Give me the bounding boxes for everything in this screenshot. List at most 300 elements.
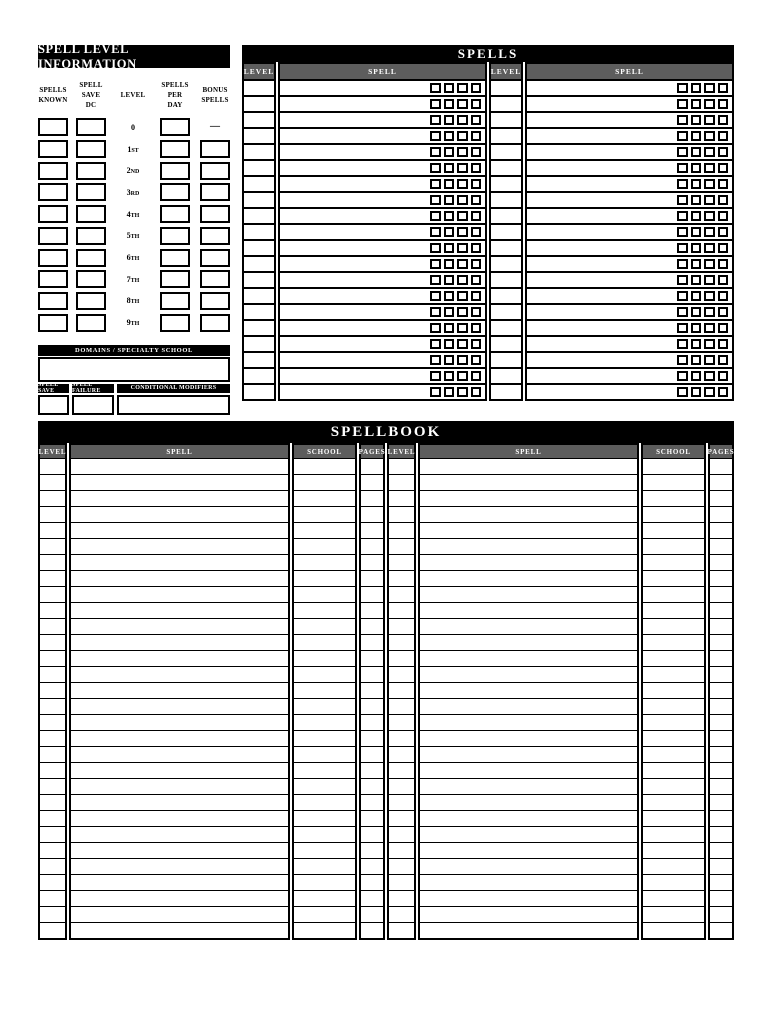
spellbook-school-cell[interactable] — [294, 490, 355, 506]
spellbook-school-cell[interactable] — [643, 650, 704, 666]
spell-used-checkbox[interactable] — [430, 371, 441, 382]
bonus-spells-box[interactable] — [200, 183, 230, 201]
spell-save-dc-box[interactable] — [76, 314, 106, 332]
spell-used-checkbox[interactable] — [718, 243, 729, 254]
spell-used-checkbox[interactable] — [677, 355, 688, 366]
spellbook-level-cell[interactable] — [40, 618, 65, 634]
spellbook-pages-cell[interactable] — [710, 522, 732, 538]
spell-used-checkbox[interactable] — [471, 211, 482, 222]
spellbook-level-cell[interactable] — [40, 586, 65, 602]
spell-used-checkbox[interactable] — [677, 307, 688, 318]
spell-used-checkbox[interactable] — [677, 323, 688, 334]
spell-used-checkbox[interactable] — [457, 371, 468, 382]
spell-used-checkbox[interactable] — [704, 211, 715, 222]
spell-name-cell[interactable] — [527, 95, 732, 111]
spellbook-pages-cell[interactable] — [710, 586, 732, 602]
spellbook-level-cell[interactable] — [40, 570, 65, 586]
spell-used-checkbox[interactable] — [430, 147, 441, 158]
spell-name-cell[interactable] — [527, 303, 732, 319]
spell-used-checkbox[interactable] — [718, 163, 729, 174]
spellbook-level-cell[interactable] — [389, 762, 414, 778]
spellbook-spell-cell[interactable] — [420, 586, 637, 602]
spell-used-checkbox[interactable] — [430, 195, 441, 206]
spell-used-checkbox[interactable] — [457, 99, 468, 110]
spell-used-checkbox[interactable] — [691, 99, 702, 110]
spell-used-checkbox[interactable] — [444, 259, 455, 270]
spell-save-dc-box[interactable] — [76, 227, 106, 245]
spellbook-level-cell[interactable] — [389, 826, 414, 842]
spell-used-checkbox[interactable] — [718, 131, 729, 142]
spell-name-cell[interactable] — [527, 191, 732, 207]
spellbook-level-cell[interactable] — [40, 826, 65, 842]
spell-name-cell[interactable] — [280, 271, 485, 287]
spell-name-cell[interactable] — [527, 207, 732, 223]
spellbook-spell-cell[interactable] — [420, 570, 637, 586]
spell-used-checkbox[interactable] — [677, 99, 688, 110]
spell-used-checkbox[interactable] — [430, 115, 441, 126]
spellbook-level-cell[interactable] — [389, 490, 414, 506]
spellbook-level-cell[interactable] — [40, 778, 65, 794]
spell-used-checkbox[interactable] — [704, 147, 715, 158]
spellbook-pages-cell[interactable] — [710, 490, 732, 506]
spell-level-cell[interactable] — [244, 239, 274, 255]
spellbook-level-cell[interactable] — [389, 634, 414, 650]
spell-used-checkbox[interactable] — [457, 227, 468, 238]
spell-name-cell[interactable] — [527, 159, 732, 175]
spellbook-level-cell[interactable] — [389, 890, 414, 906]
spellbook-school-cell[interactable] — [643, 890, 704, 906]
spell-used-checkbox[interactable] — [677, 387, 688, 398]
spellbook-school-cell[interactable] — [294, 682, 355, 698]
conditional-modifiers-input[interactable] — [117, 395, 230, 415]
spells-per-day-box[interactable] — [160, 183, 190, 201]
spellbook-spell-cell[interactable] — [420, 858, 637, 874]
spell-used-checkbox[interactable] — [677, 291, 688, 302]
spellbook-level-cell[interactable] — [389, 874, 414, 890]
spells-known-box[interactable] — [38, 227, 68, 245]
spell-used-checkbox[interactable] — [471, 307, 482, 318]
spell-level-cell[interactable] — [244, 303, 274, 319]
spell-used-checkbox[interactable] — [444, 195, 455, 206]
spell-used-checkbox[interactable] — [691, 371, 702, 382]
spellbook-level-cell[interactable] — [389, 666, 414, 682]
spellbook-level-cell[interactable] — [389, 794, 414, 810]
spell-used-checkbox[interactable] — [430, 307, 441, 318]
spell-used-checkbox[interactable] — [718, 339, 729, 350]
spell-used-checkbox[interactable] — [691, 387, 702, 398]
spell-name-cell[interactable] — [527, 287, 732, 303]
spells-known-box[interactable] — [38, 292, 68, 310]
bonus-spells-box[interactable] — [200, 249, 230, 267]
spell-level-cell[interactable] — [491, 111, 521, 127]
spell-used-checkbox[interactable] — [444, 307, 455, 318]
spellbook-pages-cell[interactable] — [361, 746, 383, 762]
spell-used-checkbox[interactable] — [430, 163, 441, 174]
spellbook-school-cell[interactable] — [294, 906, 355, 922]
spell-used-checkbox[interactable] — [718, 211, 729, 222]
spell-used-checkbox[interactable] — [677, 179, 688, 190]
spellbook-pages-cell[interactable] — [361, 714, 383, 730]
spell-name-cell[interactable] — [280, 81, 485, 95]
spell-used-checkbox[interactable] — [718, 259, 729, 270]
spell-level-cell[interactable] — [244, 271, 274, 287]
spell-used-checkbox[interactable] — [704, 243, 715, 254]
spell-used-checkbox[interactable] — [677, 147, 688, 158]
spellbook-level-cell[interactable] — [389, 730, 414, 746]
spellbook-school-cell[interactable] — [643, 746, 704, 762]
spells-known-box[interactable] — [38, 249, 68, 267]
spellbook-spell-cell[interactable] — [420, 906, 637, 922]
spell-used-checkbox[interactable] — [430, 291, 441, 302]
spellbook-level-cell[interactable] — [389, 538, 414, 554]
spells-per-day-box[interactable] — [160, 162, 190, 180]
spellbook-level-cell[interactable] — [389, 858, 414, 874]
spellbook-level-cell[interactable] — [389, 554, 414, 570]
spell-used-checkbox[interactable] — [691, 259, 702, 270]
spell-used-checkbox[interactable] — [677, 115, 688, 126]
spellbook-level-cell[interactable] — [40, 554, 65, 570]
spellbook-pages-cell[interactable] — [361, 634, 383, 650]
spell-used-checkbox[interactable] — [704, 179, 715, 190]
spell-used-checkbox[interactable] — [430, 387, 441, 398]
spell-used-checkbox[interactable] — [444, 131, 455, 142]
spellbook-spell-cell[interactable] — [71, 634, 288, 650]
spellbook-school-cell[interactable] — [643, 586, 704, 602]
spellbook-level-cell[interactable] — [40, 459, 65, 474]
spellbook-level-cell[interactable] — [389, 810, 414, 826]
spellbook-pages-cell[interactable] — [710, 459, 732, 474]
spellbook-pages-cell[interactable] — [710, 762, 732, 778]
spell-name-cell[interactable] — [280, 127, 485, 143]
spell-used-checkbox[interactable] — [444, 99, 455, 110]
spell-used-checkbox[interactable] — [457, 179, 468, 190]
spell-used-checkbox[interactable] — [677, 243, 688, 254]
spell-used-checkbox[interactable] — [430, 323, 441, 334]
spellbook-spell-cell[interactable] — [71, 506, 288, 522]
spell-used-checkbox[interactable] — [444, 323, 455, 334]
spellbook-pages-cell[interactable] — [361, 810, 383, 826]
spell-used-checkbox[interactable] — [704, 371, 715, 382]
spellbook-spell-cell[interactable] — [71, 890, 288, 906]
spell-name-cell[interactable] — [280, 143, 485, 159]
spell-used-checkbox[interactable] — [704, 83, 715, 94]
spellbook-level-cell[interactable] — [389, 618, 414, 634]
spell-name-cell[interactable] — [527, 319, 732, 335]
spell-used-checkbox[interactable] — [677, 371, 688, 382]
spellbook-level-cell[interactable] — [40, 714, 65, 730]
spell-used-checkbox[interactable] — [704, 291, 715, 302]
spell-used-checkbox[interactable] — [704, 323, 715, 334]
spellbook-pages-cell[interactable] — [710, 618, 732, 634]
spell-used-checkbox[interactable] — [704, 387, 715, 398]
spell-name-cell[interactable] — [280, 191, 485, 207]
spellbook-school-cell[interactable] — [294, 538, 355, 554]
spellbook-pages-cell[interactable] — [710, 698, 732, 714]
spell-used-checkbox[interactable] — [677, 259, 688, 270]
spellbook-level-cell[interactable] — [389, 682, 414, 698]
spells-per-day-box[interactable] — [160, 249, 190, 267]
spell-level-cell[interactable] — [491, 191, 521, 207]
spell-failure-input[interactable] — [72, 395, 114, 415]
spellbook-spell-cell[interactable] — [71, 570, 288, 586]
spellbook-school-cell[interactable] — [294, 522, 355, 538]
spellbook-school-cell[interactable] — [643, 794, 704, 810]
spell-used-checkbox[interactable] — [457, 195, 468, 206]
spell-used-checkbox[interactable] — [471, 323, 482, 334]
spell-used-checkbox[interactable] — [457, 163, 468, 174]
spellbook-pages-cell[interactable] — [710, 474, 732, 490]
spell-used-checkbox[interactable] — [677, 195, 688, 206]
spell-level-cell[interactable] — [244, 207, 274, 223]
spell-name-cell[interactable] — [527, 239, 732, 255]
spellbook-level-cell[interactable] — [389, 714, 414, 730]
spellbook-spell-cell[interactable] — [420, 650, 637, 666]
spells-known-box[interactable] — [38, 183, 68, 201]
spellbook-spell-cell[interactable] — [420, 474, 637, 490]
spell-used-checkbox[interactable] — [677, 83, 688, 94]
spellbook-spell-cell[interactable] — [71, 474, 288, 490]
spellbook-pages-cell[interactable] — [361, 618, 383, 634]
spellbook-pages-cell[interactable] — [361, 794, 383, 810]
spellbook-pages-cell[interactable] — [361, 506, 383, 522]
spellbook-pages-cell[interactable] — [361, 826, 383, 842]
spellbook-level-cell[interactable] — [40, 522, 65, 538]
spellbook-level-cell[interactable] — [40, 890, 65, 906]
spell-name-cell[interactable] — [280, 223, 485, 239]
spellbook-school-cell[interactable] — [294, 858, 355, 874]
spellbook-school-cell[interactable] — [643, 762, 704, 778]
spellbook-level-cell[interactable] — [40, 474, 65, 490]
spell-used-checkbox[interactable] — [704, 355, 715, 366]
spellbook-spell-cell[interactable] — [420, 490, 637, 506]
spellbook-pages-cell[interactable] — [710, 890, 732, 906]
spellbook-pages-cell[interactable] — [710, 554, 732, 570]
spellbook-school-cell[interactable] — [643, 874, 704, 890]
spellbook-pages-cell[interactable] — [361, 474, 383, 490]
spellbook-level-cell[interactable] — [389, 522, 414, 538]
spellbook-spell-cell[interactable] — [71, 650, 288, 666]
spellbook-spell-cell[interactable] — [71, 762, 288, 778]
spell-used-checkbox[interactable] — [457, 83, 468, 94]
spellbook-school-cell[interactable] — [294, 554, 355, 570]
spellbook-spell-cell[interactable] — [71, 602, 288, 618]
spellbook-school-cell[interactable] — [294, 459, 355, 474]
spell-used-checkbox[interactable] — [691, 275, 702, 286]
spell-used-checkbox[interactable] — [444, 291, 455, 302]
spells-known-box[interactable] — [38, 162, 68, 180]
spellbook-school-cell[interactable] — [643, 634, 704, 650]
spells-known-box[interactable] — [38, 140, 68, 158]
spellbook-pages-cell[interactable] — [710, 634, 732, 650]
spellbook-school-cell[interactable] — [643, 666, 704, 682]
spellbook-pages-cell[interactable] — [361, 459, 383, 474]
spell-used-checkbox[interactable] — [471, 355, 482, 366]
spell-used-checkbox[interactable] — [691, 195, 702, 206]
spell-used-checkbox[interactable] — [471, 275, 482, 286]
spell-used-checkbox[interactable] — [430, 259, 441, 270]
spellbook-level-cell[interactable] — [40, 682, 65, 698]
bonus-spells-box[interactable] — [200, 205, 230, 223]
spellbook-spell-cell[interactable] — [420, 602, 637, 618]
spell-used-checkbox[interactable] — [471, 147, 482, 158]
spellbook-pages-cell[interactable] — [361, 890, 383, 906]
spellbook-level-cell[interactable] — [40, 746, 65, 762]
spellbook-school-cell[interactable] — [643, 698, 704, 714]
spellbook-spell-cell[interactable] — [420, 890, 637, 906]
spellbook-spell-cell[interactable] — [420, 826, 637, 842]
spellbook-pages-cell[interactable] — [710, 858, 732, 874]
spell-used-checkbox[interactable] — [430, 99, 441, 110]
spell-level-cell[interactable] — [491, 143, 521, 159]
spell-used-checkbox[interactable] — [691, 291, 702, 302]
spellbook-level-cell[interactable] — [389, 650, 414, 666]
spellbook-spell-cell[interactable] — [420, 842, 637, 858]
spellbook-school-cell[interactable] — [294, 586, 355, 602]
spell-used-checkbox[interactable] — [718, 387, 729, 398]
spellbook-school-cell[interactable] — [294, 506, 355, 522]
spell-name-cell[interactable] — [527, 367, 732, 383]
spellbook-spell-cell[interactable] — [71, 778, 288, 794]
spell-used-checkbox[interactable] — [430, 211, 441, 222]
spell-name-cell[interactable] — [280, 287, 485, 303]
spell-used-checkbox[interactable] — [718, 99, 729, 110]
spellbook-pages-cell[interactable] — [710, 682, 732, 698]
spell-level-cell[interactable] — [244, 255, 274, 271]
spell-used-checkbox[interactable] — [471, 83, 482, 94]
spellbook-school-cell[interactable] — [294, 650, 355, 666]
spell-level-cell[interactable] — [244, 81, 274, 95]
spell-name-cell[interactable] — [527, 383, 732, 399]
spellbook-level-cell[interactable] — [389, 746, 414, 762]
spell-used-checkbox[interactable] — [471, 99, 482, 110]
spell-used-checkbox[interactable] — [430, 179, 441, 190]
spell-used-checkbox[interactable] — [718, 195, 729, 206]
spell-used-checkbox[interactable] — [691, 227, 702, 238]
spell-level-cell[interactable] — [491, 239, 521, 255]
spellbook-pages-cell[interactable] — [361, 922, 383, 938]
spell-used-checkbox[interactable] — [430, 339, 441, 350]
bonus-spells-box[interactable] — [200, 140, 230, 158]
spellbook-level-cell[interactable] — [40, 506, 65, 522]
spellbook-pages-cell[interactable] — [710, 842, 732, 858]
spellbook-pages-cell[interactable] — [710, 874, 732, 890]
spellbook-pages-cell[interactable] — [710, 538, 732, 554]
spell-used-checkbox[interactable] — [471, 259, 482, 270]
spellbook-spell-cell[interactable] — [420, 874, 637, 890]
spell-name-cell[interactable] — [527, 335, 732, 351]
spellbook-spell-cell[interactable] — [420, 730, 637, 746]
spell-used-checkbox[interactable] — [677, 339, 688, 350]
spell-used-checkbox[interactable] — [691, 243, 702, 254]
spellbook-school-cell[interactable] — [294, 634, 355, 650]
spellbook-spell-cell[interactable] — [71, 666, 288, 682]
spell-name-cell[interactable] — [280, 255, 485, 271]
spellbook-pages-cell[interactable] — [361, 698, 383, 714]
spellbook-spell-cell[interactable] — [71, 730, 288, 746]
spellbook-school-cell[interactable] — [643, 506, 704, 522]
spellbook-level-cell[interactable] — [389, 842, 414, 858]
spell-used-checkbox[interactable] — [430, 243, 441, 254]
spell-used-checkbox[interactable] — [471, 179, 482, 190]
bonus-spells-box[interactable] — [200, 270, 230, 288]
spellbook-level-cell[interactable] — [389, 778, 414, 794]
spell-level-cell[interactable] — [244, 287, 274, 303]
spellbook-school-cell[interactable] — [294, 730, 355, 746]
spell-used-checkbox[interactable] — [444, 227, 455, 238]
spell-used-checkbox[interactable] — [444, 371, 455, 382]
spellbook-level-cell[interactable] — [389, 922, 414, 938]
spell-level-cell[interactable] — [491, 127, 521, 143]
spellbook-level-cell[interactable] — [40, 602, 65, 618]
bonus-spells-box[interactable] — [200, 292, 230, 310]
spellbook-pages-cell[interactable] — [361, 666, 383, 682]
spellbook-spell-cell[interactable] — [420, 666, 637, 682]
spells-per-day-box[interactable] — [160, 140, 190, 158]
spellbook-school-cell[interactable] — [643, 826, 704, 842]
spell-name-cell[interactable] — [527, 143, 732, 159]
spell-used-checkbox[interactable] — [430, 355, 441, 366]
spell-level-cell[interactable] — [491, 367, 521, 383]
spell-name-cell[interactable] — [527, 111, 732, 127]
spell-name-cell[interactable] — [280, 175, 485, 191]
spell-used-checkbox[interactable] — [457, 275, 468, 286]
spellbook-spell-cell[interactable] — [71, 874, 288, 890]
spell-used-checkbox[interactable] — [444, 147, 455, 158]
spellbook-spell-cell[interactable] — [420, 778, 637, 794]
spellbook-level-cell[interactable] — [40, 730, 65, 746]
spellbook-spell-cell[interactable] — [71, 522, 288, 538]
spellbook-school-cell[interactable] — [294, 810, 355, 826]
spell-used-checkbox[interactable] — [457, 147, 468, 158]
spell-save-dc-box[interactable] — [76, 118, 106, 136]
spellbook-pages-cell[interactable] — [361, 490, 383, 506]
spell-name-cell[interactable] — [280, 351, 485, 367]
spells-per-day-box[interactable] — [160, 227, 190, 245]
spell-used-checkbox[interactable] — [471, 131, 482, 142]
spell-used-checkbox[interactable] — [457, 291, 468, 302]
spell-used-checkbox[interactable] — [471, 163, 482, 174]
spell-level-cell[interactable] — [491, 175, 521, 191]
spellbook-school-cell[interactable] — [294, 618, 355, 634]
spell-name-cell[interactable] — [527, 81, 732, 95]
spellbook-school-cell[interactable] — [643, 810, 704, 826]
spellbook-spell-cell[interactable] — [71, 586, 288, 602]
spellbook-level-cell[interactable] — [40, 650, 65, 666]
bonus-spells-box[interactable] — [200, 314, 230, 332]
spellbook-spell-cell[interactable] — [71, 746, 288, 762]
spells-per-day-box[interactable] — [160, 270, 190, 288]
spell-save-dc-box[interactable] — [76, 183, 106, 201]
spellbook-pages-cell[interactable] — [710, 570, 732, 586]
bonus-spells-box[interactable] — [200, 162, 230, 180]
spells-per-day-box[interactable] — [160, 205, 190, 223]
spellbook-level-cell[interactable] — [389, 602, 414, 618]
spellbook-school-cell[interactable] — [294, 778, 355, 794]
spellbook-spell-cell[interactable] — [71, 554, 288, 570]
spell-name-cell[interactable] — [280, 159, 485, 175]
spell-used-checkbox[interactable] — [691, 115, 702, 126]
spellbook-school-cell[interactable] — [643, 490, 704, 506]
spellbook-pages-cell[interactable] — [361, 650, 383, 666]
spellbook-school-cell[interactable] — [294, 746, 355, 762]
spell-level-cell[interactable] — [491, 255, 521, 271]
spell-level-cell[interactable] — [244, 351, 274, 367]
spellbook-level-cell[interactable] — [389, 698, 414, 714]
spell-used-checkbox[interactable] — [677, 131, 688, 142]
spell-level-cell[interactable] — [244, 111, 274, 127]
spellbook-level-cell[interactable] — [40, 922, 65, 938]
spells-known-box[interactable] — [38, 314, 68, 332]
